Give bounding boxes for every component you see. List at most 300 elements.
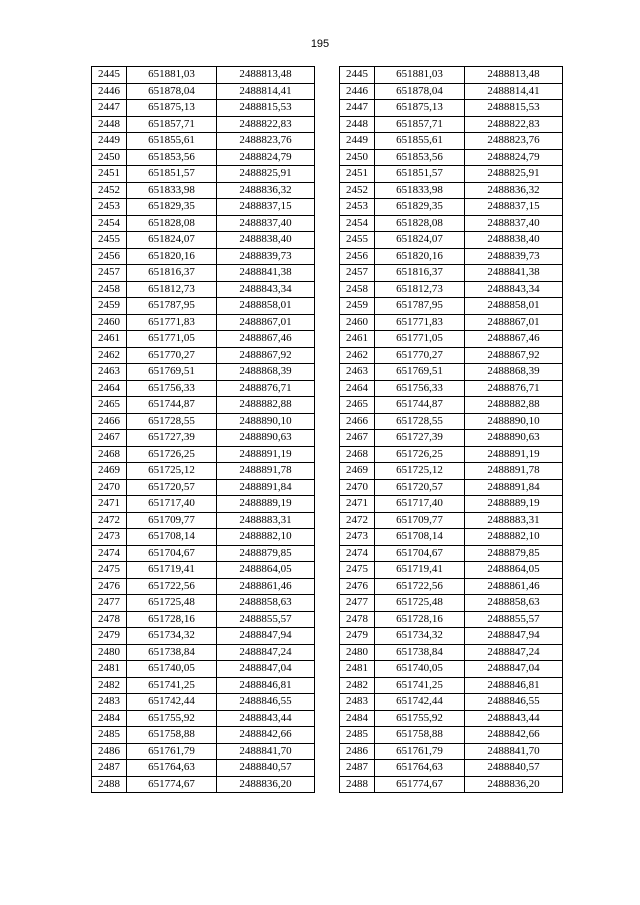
point-number-cell: 2455 xyxy=(340,232,375,249)
x-coordinate-cell: 651704,67 xyxy=(127,545,217,562)
y-coordinate-cell: 2488861,46 xyxy=(465,578,563,595)
y-coordinate-cell: 2488837,40 xyxy=(465,215,563,232)
point-number-cell: 2456 xyxy=(340,248,375,265)
x-coordinate-cell: 651727,39 xyxy=(375,430,465,447)
x-coordinate-cell: 651833,98 xyxy=(375,182,465,199)
table-row xyxy=(340,611,563,628)
point-number-cell: 2474 xyxy=(340,545,375,562)
x-coordinate-cell: 651756,33 xyxy=(375,380,465,397)
x-coordinate-cell: 651855,61 xyxy=(375,133,465,150)
x-coordinate-cell: 651738,84 xyxy=(127,644,217,661)
y-coordinate-cell: 2488879,85 xyxy=(465,545,563,562)
table-row xyxy=(340,149,563,166)
x-coordinate-cell: 651738,84 xyxy=(375,644,465,661)
y-coordinate-cell: 2488858,63 xyxy=(217,595,315,612)
y-coordinate-cell: 2488815,53 xyxy=(217,100,315,117)
point-number-cell: 2487 xyxy=(340,760,375,777)
point-number-cell: 2470 xyxy=(92,479,127,496)
table-row xyxy=(340,694,563,711)
table-row xyxy=(340,331,563,348)
point-number-cell: 2451 xyxy=(92,166,127,183)
table-row xyxy=(92,100,315,117)
table-row xyxy=(340,182,563,199)
point-number-cell: 2485 xyxy=(92,727,127,744)
x-coordinate-cell: 651853,56 xyxy=(127,149,217,166)
y-coordinate-cell: 2488858,63 xyxy=(465,595,563,612)
point-number-cell: 2478 xyxy=(340,611,375,628)
point-number-cell: 2486 xyxy=(340,743,375,760)
table-row xyxy=(92,644,315,661)
table-row xyxy=(340,529,563,546)
table-row xyxy=(92,463,315,480)
point-number-cell: 2468 xyxy=(340,446,375,463)
table-row xyxy=(340,281,563,298)
point-number-cell: 2484 xyxy=(92,710,127,727)
x-coordinate-cell: 651728,16 xyxy=(375,611,465,628)
point-number-cell: 2452 xyxy=(92,182,127,199)
y-coordinate-cell: 2488890,10 xyxy=(465,413,563,430)
table-row xyxy=(92,182,315,199)
x-coordinate-cell: 651756,33 xyxy=(127,380,217,397)
table-row xyxy=(340,116,563,133)
y-coordinate-cell: 2488883,31 xyxy=(465,512,563,529)
x-coordinate-cell: 651719,41 xyxy=(127,562,217,579)
point-number-cell: 2461 xyxy=(340,331,375,348)
y-coordinate-cell: 2488837,15 xyxy=(465,199,563,216)
table-row xyxy=(92,380,315,397)
y-coordinate-cell: 2488882,10 xyxy=(217,529,315,546)
x-coordinate-cell: 651829,35 xyxy=(127,199,217,216)
y-coordinate-cell: 2488843,44 xyxy=(465,710,563,727)
y-coordinate-cell: 2488858,01 xyxy=(465,298,563,315)
table-row xyxy=(92,331,315,348)
point-number-cell: 2471 xyxy=(340,496,375,513)
point-number-cell: 2479 xyxy=(92,628,127,645)
table-row xyxy=(340,380,563,397)
point-number-cell: 2449 xyxy=(92,133,127,150)
y-coordinate-cell: 2488867,01 xyxy=(465,314,563,331)
y-coordinate-cell: 2488814,41 xyxy=(217,83,315,100)
y-coordinate-cell: 2488847,04 xyxy=(465,661,563,678)
x-coordinate-cell: 651726,25 xyxy=(375,446,465,463)
x-coordinate-cell: 651744,87 xyxy=(127,397,217,414)
table-row xyxy=(92,116,315,133)
x-coordinate-cell: 651728,16 xyxy=(127,611,217,628)
x-coordinate-cell: 651761,79 xyxy=(127,743,217,760)
table-row xyxy=(92,677,315,694)
y-coordinate-cell: 2488883,31 xyxy=(217,512,315,529)
x-coordinate-cell: 651741,25 xyxy=(375,677,465,694)
point-number-cell: 2468 xyxy=(92,446,127,463)
table-row xyxy=(92,661,315,678)
y-coordinate-cell: 2488814,41 xyxy=(465,83,563,100)
point-number-cell: 2465 xyxy=(340,397,375,414)
point-number-cell: 2487 xyxy=(92,760,127,777)
table-row xyxy=(340,232,563,249)
x-coordinate-cell: 651857,71 xyxy=(375,116,465,133)
y-coordinate-cell: 2488839,73 xyxy=(217,248,315,265)
x-coordinate-cell: 651833,98 xyxy=(127,182,217,199)
x-coordinate-cell: 651774,67 xyxy=(375,776,465,793)
x-coordinate-cell: 651728,55 xyxy=(375,413,465,430)
table-row xyxy=(92,83,315,100)
point-number-cell: 2466 xyxy=(92,413,127,430)
y-coordinate-cell: 2488846,81 xyxy=(465,677,563,694)
y-coordinate-cell: 2488823,76 xyxy=(465,133,563,150)
point-number-cell: 2469 xyxy=(340,463,375,480)
page-number: 195 xyxy=(310,38,330,50)
x-coordinate-cell: 651708,14 xyxy=(375,529,465,546)
y-coordinate-cell: 2488815,53 xyxy=(465,100,563,117)
x-coordinate-cell: 651824,07 xyxy=(127,232,217,249)
x-coordinate-cell: 651771,05 xyxy=(375,331,465,348)
x-coordinate-cell: 651828,08 xyxy=(375,215,465,232)
x-coordinate-cell: 651881,03 xyxy=(375,67,465,84)
point-number-cell: 2472 xyxy=(92,512,127,529)
y-coordinate-cell: 2488864,05 xyxy=(465,562,563,579)
table-row xyxy=(92,149,315,166)
x-coordinate-cell: 651875,13 xyxy=(127,100,217,117)
table-row xyxy=(340,760,563,777)
y-coordinate-cell: 2488879,85 xyxy=(217,545,315,562)
point-number-cell: 2456 xyxy=(92,248,127,265)
table-row xyxy=(92,529,315,546)
table-row xyxy=(92,479,315,496)
y-coordinate-cell: 2488837,15 xyxy=(217,199,315,216)
x-coordinate-cell: 651851,57 xyxy=(127,166,217,183)
y-coordinate-cell: 2488813,48 xyxy=(465,67,563,84)
table-row xyxy=(92,595,315,612)
y-coordinate-cell: 2488867,92 xyxy=(465,347,563,364)
table-row xyxy=(92,248,315,265)
point-number-cell: 2454 xyxy=(340,215,375,232)
x-coordinate-cell: 651787,95 xyxy=(127,298,217,315)
point-number-cell: 2452 xyxy=(340,182,375,199)
coordinate-table-right xyxy=(339,66,563,793)
y-coordinate-cell: 2488842,66 xyxy=(217,727,315,744)
x-coordinate-cell: 651758,88 xyxy=(127,727,217,744)
point-number-cell: 2488 xyxy=(92,776,127,793)
y-coordinate-cell: 2488891,78 xyxy=(465,463,563,480)
y-coordinate-cell: 2488858,01 xyxy=(217,298,315,315)
x-coordinate-cell: 651816,37 xyxy=(375,265,465,282)
y-coordinate-cell: 2488868,39 xyxy=(217,364,315,381)
y-coordinate-cell: 2488824,79 xyxy=(217,149,315,166)
table-row xyxy=(340,463,563,480)
x-coordinate-cell: 651717,40 xyxy=(375,496,465,513)
y-coordinate-cell: 2488891,84 xyxy=(217,479,315,496)
table-row xyxy=(340,479,563,496)
table-row xyxy=(340,661,563,678)
table-row xyxy=(340,83,563,100)
y-coordinate-cell: 2488847,94 xyxy=(465,628,563,645)
point-number-cell: 2448 xyxy=(340,116,375,133)
x-coordinate-cell: 651758,88 xyxy=(375,727,465,744)
point-number-cell: 2483 xyxy=(340,694,375,711)
y-coordinate-cell: 2488842,66 xyxy=(465,727,563,744)
table-row xyxy=(92,265,315,282)
y-coordinate-cell: 2488867,92 xyxy=(217,347,315,364)
point-number-cell: 2480 xyxy=(340,644,375,661)
y-coordinate-cell: 2488889,19 xyxy=(465,496,563,513)
y-coordinate-cell: 2488876,71 xyxy=(465,380,563,397)
point-number-cell: 2458 xyxy=(340,281,375,298)
x-coordinate-cell: 651855,61 xyxy=(127,133,217,150)
point-number-cell: 2462 xyxy=(92,347,127,364)
table-row xyxy=(92,397,315,414)
y-coordinate-cell: 2488840,57 xyxy=(217,760,315,777)
point-number-cell: 2464 xyxy=(340,380,375,397)
table-row xyxy=(340,562,563,579)
y-coordinate-cell: 2488876,71 xyxy=(217,380,315,397)
x-coordinate-cell: 651755,92 xyxy=(127,710,217,727)
table-row xyxy=(340,545,563,562)
table-row xyxy=(340,364,563,381)
x-coordinate-cell: 651851,57 xyxy=(375,166,465,183)
y-coordinate-cell: 2488868,39 xyxy=(465,364,563,381)
point-number-cell: 2446 xyxy=(340,83,375,100)
point-number-cell: 2457 xyxy=(340,265,375,282)
table-row xyxy=(92,562,315,579)
x-coordinate-cell: 651878,04 xyxy=(375,83,465,100)
table-row xyxy=(340,248,563,265)
x-coordinate-cell: 651761,79 xyxy=(375,743,465,760)
table-row xyxy=(340,727,563,744)
table-row xyxy=(92,611,315,628)
x-coordinate-cell: 651812,73 xyxy=(127,281,217,298)
y-coordinate-cell: 2488839,73 xyxy=(465,248,563,265)
y-coordinate-cell: 2488838,40 xyxy=(217,232,315,249)
point-number-cell: 2484 xyxy=(340,710,375,727)
x-coordinate-cell: 651728,55 xyxy=(127,413,217,430)
x-coordinate-cell: 651742,44 xyxy=(127,694,217,711)
x-coordinate-cell: 651875,13 xyxy=(375,100,465,117)
table-row xyxy=(340,446,563,463)
x-coordinate-cell: 651734,32 xyxy=(127,628,217,645)
point-number-cell: 2461 xyxy=(92,331,127,348)
x-coordinate-cell: 651742,44 xyxy=(375,694,465,711)
point-number-cell: 2481 xyxy=(92,661,127,678)
y-coordinate-cell: 2488813,48 xyxy=(217,67,315,84)
table-row xyxy=(92,166,315,183)
point-number-cell: 2483 xyxy=(92,694,127,711)
point-number-cell: 2466 xyxy=(340,413,375,430)
y-coordinate-cell: 2488847,24 xyxy=(465,644,563,661)
point-number-cell: 2459 xyxy=(340,298,375,315)
x-coordinate-cell: 651755,92 xyxy=(375,710,465,727)
point-number-cell: 2458 xyxy=(92,281,127,298)
table-row xyxy=(92,710,315,727)
table-row xyxy=(92,628,315,645)
point-number-cell: 2488 xyxy=(340,776,375,793)
point-number-cell: 2448 xyxy=(92,116,127,133)
y-coordinate-cell: 2488864,05 xyxy=(217,562,315,579)
point-number-cell: 2476 xyxy=(92,578,127,595)
point-number-cell: 2479 xyxy=(340,628,375,645)
table-row xyxy=(92,232,315,249)
point-number-cell: 2460 xyxy=(92,314,127,331)
x-coordinate-cell: 651771,83 xyxy=(127,314,217,331)
y-coordinate-cell: 2488882,10 xyxy=(465,529,563,546)
y-coordinate-cell: 2488841,38 xyxy=(465,265,563,282)
y-coordinate-cell: 2488846,55 xyxy=(217,694,315,711)
point-number-cell: 2475 xyxy=(340,562,375,579)
table-row xyxy=(340,512,563,529)
point-number-cell: 2467 xyxy=(340,430,375,447)
y-coordinate-cell: 2488841,70 xyxy=(465,743,563,760)
y-coordinate-cell: 2488836,20 xyxy=(465,776,563,793)
y-coordinate-cell: 2488855,57 xyxy=(465,611,563,628)
point-number-cell: 2470 xyxy=(340,479,375,496)
x-coordinate-cell: 651812,73 xyxy=(375,281,465,298)
table-row xyxy=(340,133,563,150)
table-row xyxy=(340,100,563,117)
table-row xyxy=(340,298,563,315)
x-coordinate-cell: 651828,08 xyxy=(127,215,217,232)
y-coordinate-cell: 2488822,83 xyxy=(217,116,315,133)
x-coordinate-cell: 651787,95 xyxy=(375,298,465,315)
point-number-cell: 2455 xyxy=(92,232,127,249)
point-number-cell: 2457 xyxy=(92,265,127,282)
y-coordinate-cell: 2488843,44 xyxy=(217,710,315,727)
table-row xyxy=(340,710,563,727)
point-number-cell: 2474 xyxy=(92,545,127,562)
point-number-cell: 2450 xyxy=(92,149,127,166)
x-coordinate-cell: 651764,63 xyxy=(375,760,465,777)
point-number-cell: 2453 xyxy=(92,199,127,216)
x-coordinate-cell: 651741,25 xyxy=(127,677,217,694)
y-coordinate-cell: 2488840,57 xyxy=(465,760,563,777)
x-coordinate-cell: 651708,14 xyxy=(127,529,217,546)
table-row xyxy=(340,743,563,760)
point-number-cell: 2464 xyxy=(92,380,127,397)
x-coordinate-cell: 651770,27 xyxy=(127,347,217,364)
point-number-cell: 2445 xyxy=(92,67,127,84)
y-coordinate-cell: 2488841,70 xyxy=(217,743,315,760)
x-coordinate-cell: 651820,16 xyxy=(375,248,465,265)
point-number-cell: 2451 xyxy=(340,166,375,183)
point-number-cell: 2482 xyxy=(92,677,127,694)
x-coordinate-cell: 651769,51 xyxy=(127,364,217,381)
point-number-cell: 2453 xyxy=(340,199,375,216)
point-number-cell: 2478 xyxy=(92,611,127,628)
table-row xyxy=(92,364,315,381)
x-coordinate-cell: 651770,27 xyxy=(375,347,465,364)
table-row xyxy=(92,545,315,562)
y-coordinate-cell: 2488836,32 xyxy=(217,182,315,199)
point-number-cell: 2447 xyxy=(340,100,375,117)
table-row xyxy=(92,496,315,513)
table-row xyxy=(340,496,563,513)
y-coordinate-cell: 2488825,91 xyxy=(465,166,563,183)
point-number-cell: 2473 xyxy=(92,529,127,546)
coordinate-table-left xyxy=(91,66,315,793)
point-number-cell: 2454 xyxy=(92,215,127,232)
y-coordinate-cell: 2488891,84 xyxy=(465,479,563,496)
table-row xyxy=(340,215,563,232)
y-coordinate-cell: 2488890,10 xyxy=(217,413,315,430)
y-coordinate-cell: 2488891,19 xyxy=(465,446,563,463)
y-coordinate-cell: 2488846,55 xyxy=(465,694,563,711)
x-coordinate-cell: 651771,05 xyxy=(127,331,217,348)
x-coordinate-cell: 651853,56 xyxy=(375,149,465,166)
y-coordinate-cell: 2488891,19 xyxy=(217,446,315,463)
table-row xyxy=(340,628,563,645)
point-number-cell: 2465 xyxy=(92,397,127,414)
x-coordinate-cell: 651717,40 xyxy=(127,496,217,513)
x-coordinate-cell: 651719,41 xyxy=(375,562,465,579)
point-number-cell: 2486 xyxy=(92,743,127,760)
y-coordinate-cell: 2488847,04 xyxy=(217,661,315,678)
x-coordinate-cell: 651722,56 xyxy=(127,578,217,595)
x-coordinate-cell: 651824,07 xyxy=(375,232,465,249)
y-coordinate-cell: 2488823,76 xyxy=(217,133,315,150)
y-coordinate-cell: 2488891,78 xyxy=(217,463,315,480)
x-coordinate-cell: 651709,77 xyxy=(375,512,465,529)
x-coordinate-cell: 651740,05 xyxy=(127,661,217,678)
x-coordinate-cell: 651709,77 xyxy=(127,512,217,529)
y-coordinate-cell: 2488855,57 xyxy=(217,611,315,628)
table-row xyxy=(92,133,315,150)
y-coordinate-cell: 2488825,91 xyxy=(217,166,315,183)
x-coordinate-cell: 651725,12 xyxy=(375,463,465,480)
x-coordinate-cell: 651744,87 xyxy=(375,397,465,414)
table-row xyxy=(340,314,563,331)
point-number-cell: 2463 xyxy=(340,364,375,381)
x-coordinate-cell: 651740,05 xyxy=(375,661,465,678)
table-row xyxy=(340,67,563,84)
x-coordinate-cell: 651771,83 xyxy=(375,314,465,331)
y-coordinate-cell: 2488890,63 xyxy=(465,430,563,447)
table-row xyxy=(92,281,315,298)
table-row xyxy=(92,430,315,447)
x-coordinate-cell: 651881,03 xyxy=(127,67,217,84)
x-coordinate-cell: 651764,63 xyxy=(127,760,217,777)
table-row xyxy=(92,67,315,84)
x-coordinate-cell: 651725,12 xyxy=(127,463,217,480)
point-number-cell: 2481 xyxy=(340,661,375,678)
table-row xyxy=(92,694,315,711)
point-number-cell: 2469 xyxy=(92,463,127,480)
x-coordinate-cell: 651878,04 xyxy=(127,83,217,100)
table-row xyxy=(340,677,563,694)
y-coordinate-cell: 2488843,34 xyxy=(217,281,315,298)
point-number-cell: 2447 xyxy=(92,100,127,117)
point-number-cell: 2472 xyxy=(340,512,375,529)
table-row xyxy=(92,446,315,463)
table-row xyxy=(92,199,315,216)
point-number-cell: 2477 xyxy=(92,595,127,612)
table-row xyxy=(92,314,315,331)
y-coordinate-cell: 2488841,38 xyxy=(217,265,315,282)
y-coordinate-cell: 2488867,46 xyxy=(465,331,563,348)
y-coordinate-cell: 2488824,79 xyxy=(465,149,563,166)
y-coordinate-cell: 2488861,46 xyxy=(217,578,315,595)
x-coordinate-cell: 651720,57 xyxy=(127,479,217,496)
table-row xyxy=(340,413,563,430)
x-coordinate-cell: 651820,16 xyxy=(127,248,217,265)
table-row xyxy=(340,644,563,661)
point-number-cell: 2459 xyxy=(92,298,127,315)
point-number-cell: 2482 xyxy=(340,677,375,694)
table-row xyxy=(92,776,315,793)
y-coordinate-cell: 2488867,46 xyxy=(217,331,315,348)
x-coordinate-cell: 651704,67 xyxy=(375,545,465,562)
y-coordinate-cell: 2488847,24 xyxy=(217,644,315,661)
point-number-cell: 2473 xyxy=(340,529,375,546)
x-coordinate-cell: 651725,48 xyxy=(375,595,465,612)
y-coordinate-cell: 2488836,20 xyxy=(217,776,315,793)
